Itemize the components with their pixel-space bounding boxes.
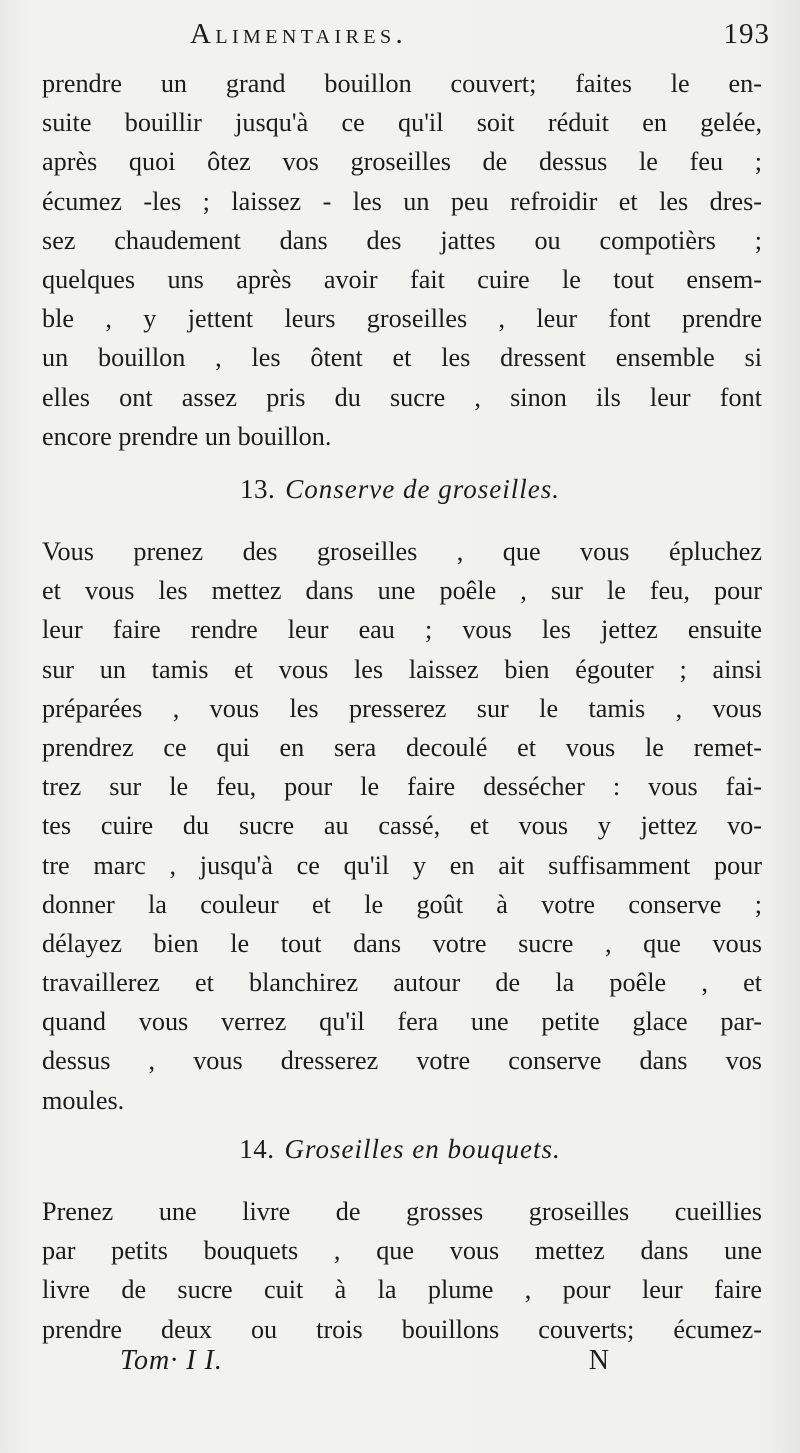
text-line: dessus , vous dresserez votre conserve dans vos [42,1046,762,1076]
recipe-12-continuation [42,64,762,456]
text-line: encore prendre un bouillon. [42,421,332,451]
text-line: travaillerez et blanchirez autour de la poêle , et [42,968,762,998]
text-line: un bouillon , les ôtent et les dressent ensemble si [42,343,762,373]
section-title: Groseilles en bouquets. [284,1134,561,1164]
text-line: ble , y jettent leurs groseilles , leur font prendre [42,304,762,334]
text-line: suite bouillir jusqu'à ce qu'il soit réduit en gelée, [42,108,762,138]
page-footer [120,1345,610,1389]
text-line: quand vous verrez qu'il fera une petite glace par- [42,1007,762,1037]
section-14-heading [0,1134,800,1165]
section-title: Conserve de groseilles. [285,474,560,504]
text-line: elles ont assez pris du sucre , sinon ils leur font [42,382,762,412]
text-line: moules. [42,1085,125,1115]
text-line: par petits bouquets , que vous mettez dans une [42,1236,762,1266]
recipe-13-body [42,532,762,1120]
text-line: tre marc , jusqu'à ce qu'il y en ait suffisamment pour [42,850,762,880]
page-number: 193 [723,18,770,50]
text-line: prendrez ce qui en sera decoulé et vous le remet- [42,732,762,762]
text-line: livre de sucre cuit à la plume , pour leur faire [42,1275,762,1305]
page-header [190,18,770,58]
gathering-mark: N [588,1345,610,1376]
text-line: donner la couleur et le goût à votre conserve ; [42,889,762,919]
text-line: quelques uns après avoir fait cuire le tout ensem- [42,264,762,294]
recipe-14-body [42,1192,762,1349]
text-line: délayez bien le tout dans votre sucre , que vous [42,928,762,958]
text-line: tes cuire du sucre au cassé, et vous y jettez vo- [42,811,762,841]
text-line: Vous prenez des groseilles , que vous épluchez [42,537,762,566]
text-line: préparées , vous les presserez sur le tamis , vous [42,693,762,723]
volume-signature: Tom· I I. [120,1345,223,1376]
text-line: après quoi ôtez vos groseilles de dessus le feu ; [42,147,762,177]
text-line: sur un tamis et vous les laissez bien égouter ; ainsi [42,654,762,684]
running-title: Alimentaires. [190,18,408,50]
text-line: trez sur le feu, pour le faire dessécher : vous fai- [42,772,762,802]
text-line: écumez -les ; laissez - les un peu refroidir et les dres- [42,186,762,216]
text-line: prendre un grand bouillon couvert; faites le en- [42,69,762,98]
text-line: leur faire rendre leur eau ; vous les jettez ensuite [42,615,762,645]
section-number: 13. [240,474,276,504]
section-13-heading [0,474,800,505]
text-line: Prenez une livre de grosses groseilles cueillies [42,1197,762,1226]
text-line: sez chaudement dans des jattes ou compotièrs ; [42,225,762,255]
section-number: 14. [239,1134,275,1164]
text-line: prendre deux ou trois bouillons couverts; écumez- [42,1314,762,1344]
text-line: et vous les mettez dans une poêle , sur le feu, pour [42,576,762,606]
